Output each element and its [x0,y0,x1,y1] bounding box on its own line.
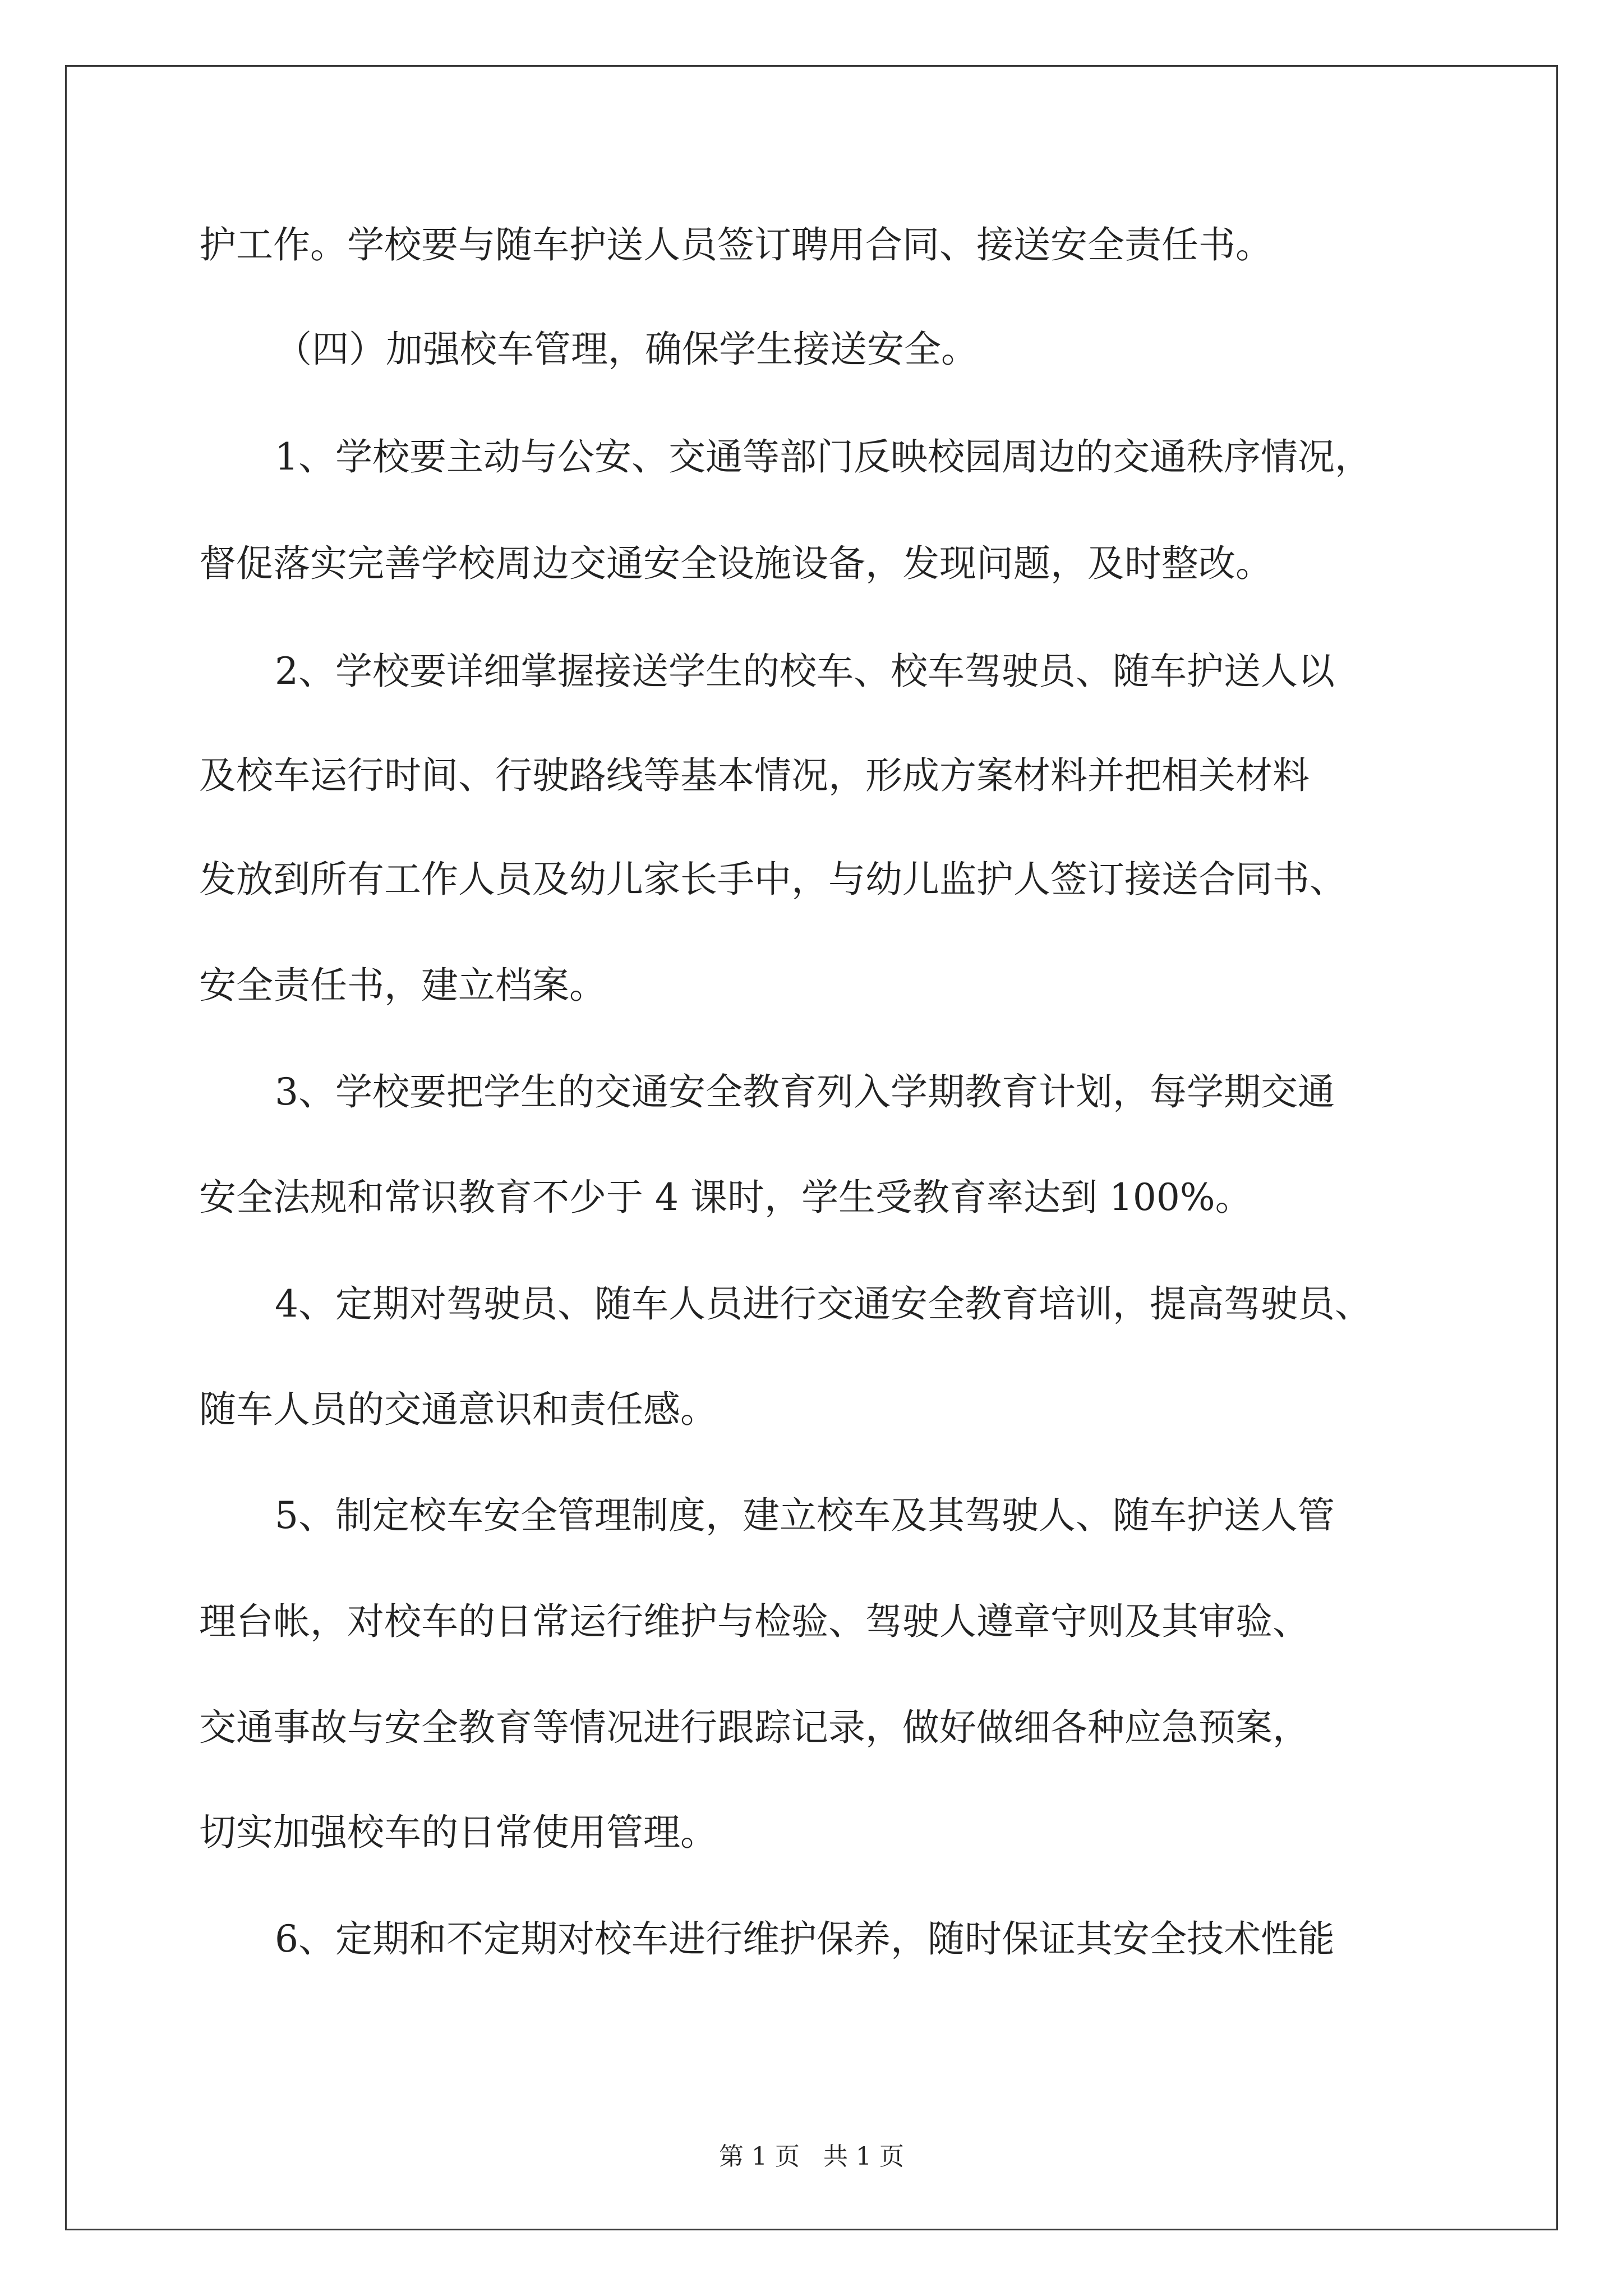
section-heading: （四）加强校车管理，确保学生接送安全。 [275,328,978,371]
text-line: 理台帐，对校车的日常运行维护与检验、驾驶人遵章守则及其审验、 [199,1600,1310,1643]
text-line: 3、学校要把学生的交通安全教育列入学期教育计划，每学期交通 [275,1070,1335,1114]
text-line: 5、制定校车安全管理制度，建立校车及其驾驶人、随车护送人管 [275,1494,1335,1537]
text-line: 发放到所有工作人员及幼儿家长手中，与幼儿监护人签订接送合同书、 [199,858,1347,901]
text-line: 4、定期对驾驶员、随车人员进行交通安全教育培训，提高驾驶员、 [275,1282,1372,1326]
text-line: 督促落实完善学校周边交通安全设施设备，发现问题，及时整改。 [199,542,1272,585]
text-line: 6、定期和不定期对校车进行维护保养，随时保证其安全技术性能 [275,1917,1335,1961]
text-line: 交通事故与安全教育等情况进行跟踪记录，做好做细各种应急预案， [199,1706,1310,1749]
text-line: 安全法规和常识教育不少于 4 课时，学生受教育率达到 100%。 [199,1176,1252,1219]
page-border [65,65,1558,2230]
text-line: 1、学校要主动与公安、交通等部门反映校园周边的交通秩序情况， [275,435,1372,478]
page-number-footer: 第 1 页 共 1 页 [719,2142,904,2171]
text-line: 2、学校要详细掌握接送学生的校车、校车驾驶员、随车护送人以 [275,650,1335,693]
text-line: 护工作。学校要与随车护送人员签订聘用合同、接送安全责任书。 [199,223,1272,266]
text-line: 随车人员的交通意识和责任感。 [199,1388,717,1431]
text-line: 切实加强校车的日常使用管理。 [199,1811,717,1854]
text-line: 安全责任书，建立档案。 [199,964,606,1007]
text-line: 及校车运行时间、行驶路线等基本情况，形成方案材料并把相关材料 [199,754,1310,797]
